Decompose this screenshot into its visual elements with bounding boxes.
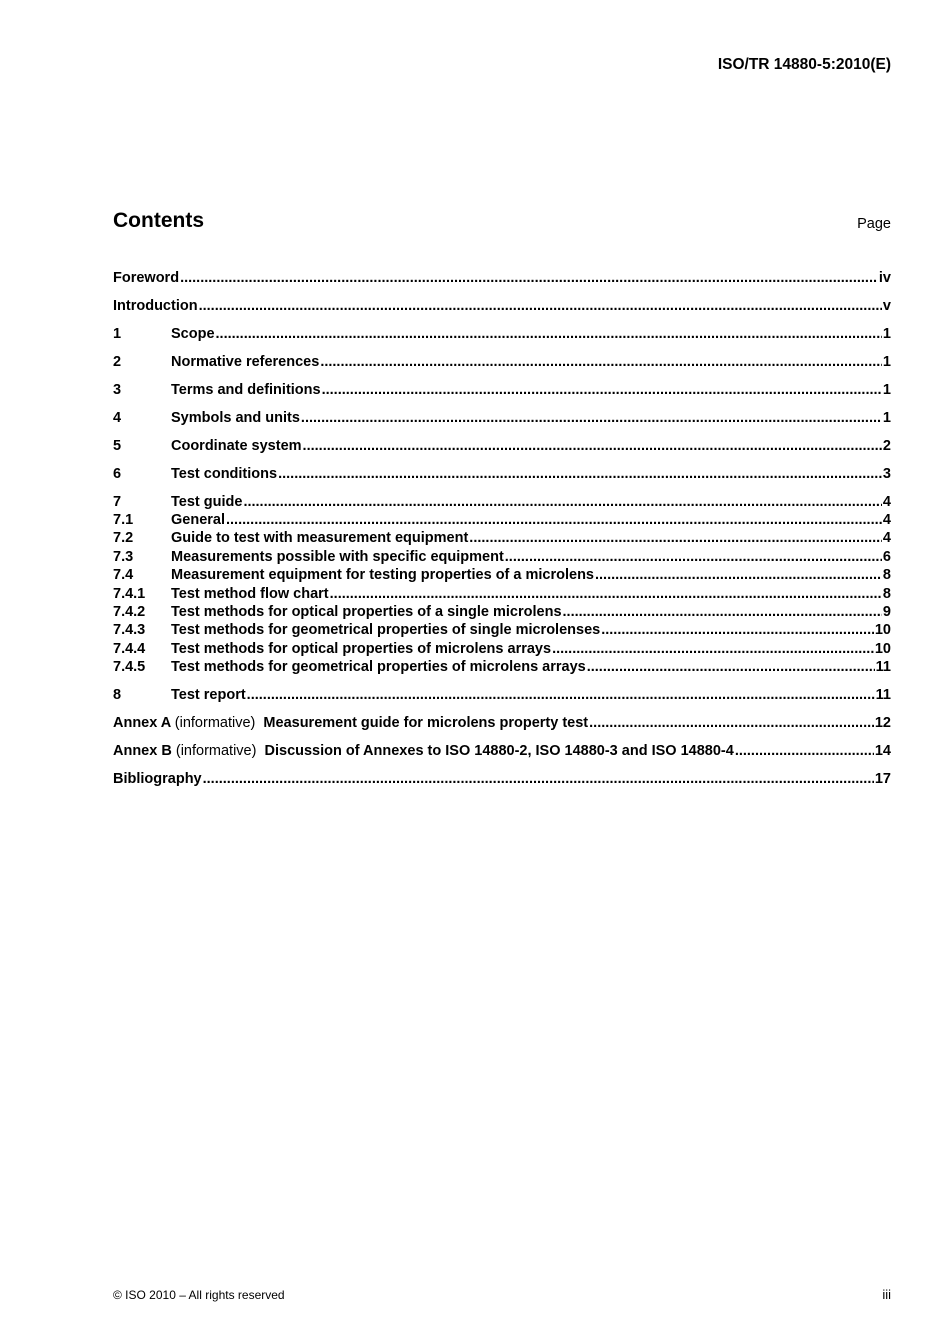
toc-entry-page: 1 bbox=[882, 326, 891, 342]
toc-leader-dots bbox=[180, 270, 878, 286]
toc-entry-title: Bibliography bbox=[113, 771, 202, 787]
annex-informative: (informative) bbox=[175, 743, 257, 759]
toc-entry-page: v bbox=[882, 298, 891, 314]
toc-entry[interactable] bbox=[113, 641, 891, 659]
toc-entry-number: 6 bbox=[113, 466, 122, 482]
footer-copyright: © ISO 2010 – All rights reserved bbox=[113, 1288, 285, 1302]
toc-leader-dots bbox=[278, 466, 882, 482]
toc-entry[interactable] bbox=[113, 715, 891, 733]
toc-entry-title: Coordinate system bbox=[171, 438, 302, 454]
annex-title: Discussion of Annexes to ISO 14880-2, ISO 14880-3 and ISO 14880-4 bbox=[264, 743, 734, 759]
toc-entry-title: General bbox=[171, 512, 225, 528]
toc-entry-number: 7 bbox=[113, 494, 122, 510]
toc-leader-dots bbox=[735, 743, 874, 759]
toc-entry[interactable] bbox=[113, 410, 891, 428]
toc-leader-dots bbox=[563, 604, 882, 620]
toc-entry-title: Measurements possible with specific equipment bbox=[171, 549, 504, 565]
footer-page-number: iii bbox=[882, 1287, 891, 1302]
toc-entry-number: 2 bbox=[113, 354, 122, 370]
toc-entry-page: 4 bbox=[882, 494, 891, 510]
toc-entry-number: 7.4.2 bbox=[113, 604, 146, 620]
contents-heading: Contents bbox=[113, 209, 204, 232]
toc-entry-page: 8 bbox=[882, 567, 891, 583]
toc-entry[interactable] bbox=[113, 326, 891, 344]
toc-entry[interactable] bbox=[113, 298, 891, 316]
toc-leader-dots bbox=[469, 530, 882, 546]
toc-leader-dots bbox=[601, 622, 874, 638]
toc-entry-page: 6 bbox=[882, 549, 891, 565]
toc-entry-title: Measurement equipment for testing properties of a microlens bbox=[171, 567, 594, 583]
toc-leader-dots bbox=[595, 567, 882, 583]
annex-label: Annex B bbox=[113, 743, 172, 759]
toc-entry[interactable] bbox=[113, 466, 891, 484]
toc-entry[interactable] bbox=[113, 567, 891, 585]
toc-entry-title: Test methods for geometrical properties of single microlenses bbox=[171, 622, 601, 638]
toc-entry-number: 7.2 bbox=[113, 530, 134, 546]
toc-entry[interactable] bbox=[113, 438, 891, 456]
annex-informative: (informative) bbox=[174, 715, 256, 731]
toc-entry[interactable] bbox=[113, 270, 891, 288]
toc-leader-dots bbox=[330, 586, 882, 602]
toc-entry[interactable] bbox=[113, 743, 891, 761]
toc-entry-page: 4 bbox=[882, 530, 891, 546]
toc-entry-page: 11 bbox=[875, 687, 891, 703]
toc-leader-dots bbox=[322, 382, 882, 398]
toc-entry-page: 1 bbox=[882, 382, 891, 398]
toc-entry[interactable] bbox=[113, 530, 891, 548]
toc-leader-dots bbox=[243, 494, 881, 510]
toc-entry-title: Foreword bbox=[113, 270, 180, 286]
toc-entry-page: 2 bbox=[882, 438, 891, 454]
toc-entry-title: Test methods for optical properties of microlens arrays bbox=[171, 641, 552, 657]
toc-entry-title: Introduction bbox=[113, 298, 198, 314]
toc-entry-title: Symbols and units bbox=[171, 410, 300, 426]
toc-entry-page: 1 bbox=[882, 410, 891, 426]
toc-entry[interactable] bbox=[113, 512, 891, 530]
toc-leader-dots bbox=[552, 641, 874, 657]
toc-entry[interactable] bbox=[113, 354, 891, 372]
toc-entry-number: 7.4.1 bbox=[113, 586, 146, 602]
toc-entry[interactable] bbox=[113, 586, 891, 604]
toc-entry[interactable] bbox=[113, 382, 891, 400]
toc-entry-number: 7.4 bbox=[113, 567, 134, 583]
toc-entry-page: 11 bbox=[875, 659, 891, 675]
toc-leader-dots bbox=[216, 326, 882, 342]
toc-entry-title: Terms and definitions bbox=[171, 382, 321, 398]
toc-leader-dots bbox=[587, 659, 875, 675]
toc-entry[interactable] bbox=[113, 659, 891, 677]
toc-entry-page: 10 bbox=[874, 641, 891, 657]
toc-leader-dots bbox=[505, 549, 882, 565]
toc-entry-number: 7.1 bbox=[113, 512, 134, 528]
toc-entry-page: 14 bbox=[874, 743, 891, 759]
toc-entry[interactable] bbox=[113, 771, 891, 789]
toc-leader-dots bbox=[589, 715, 874, 731]
toc-entry-page: iv bbox=[878, 270, 891, 286]
toc-entry-title: Scope bbox=[171, 326, 215, 342]
toc-entry[interactable] bbox=[113, 622, 891, 640]
toc-entry-title: Test guide bbox=[171, 494, 243, 510]
toc-entry[interactable] bbox=[113, 687, 891, 705]
page-column-label: Page bbox=[857, 216, 891, 232]
toc-leader-dots bbox=[320, 354, 882, 370]
toc-entry-title: Test report bbox=[171, 687, 246, 703]
toc-leader-dots bbox=[203, 771, 874, 787]
toc-entry-title bbox=[113, 715, 588, 731]
toc-entry-number: 7.4.4 bbox=[113, 641, 146, 657]
toc-entry[interactable] bbox=[113, 604, 891, 622]
toc-entry-page: 8 bbox=[882, 586, 891, 602]
toc-entry-title: Test methods for optical properties of a single microlens bbox=[171, 604, 562, 620]
toc-entry-page: 17 bbox=[874, 771, 891, 787]
annex-label: Annex A bbox=[113, 715, 171, 731]
toc-entry-page: 3 bbox=[882, 466, 891, 482]
toc-leader-dots bbox=[226, 512, 882, 528]
toc-entry-title bbox=[113, 743, 734, 759]
toc-entry[interactable] bbox=[113, 494, 891, 512]
toc-leader-dots bbox=[247, 687, 875, 703]
toc-entry-title: Test methods for geometrical properties of microlens arrays bbox=[171, 659, 586, 675]
toc-leader-dots bbox=[301, 410, 882, 426]
toc-entry-number: 7.3 bbox=[113, 549, 134, 565]
toc-entry-page: 10 bbox=[874, 622, 891, 638]
annex-title: Measurement guide for microlens property test bbox=[263, 715, 589, 731]
document-id: ISO/TR 14880-5:2010(E) bbox=[717, 56, 891, 73]
toc-entry-page: 9 bbox=[882, 604, 891, 620]
toc-entry-number: 7.4.5 bbox=[113, 659, 146, 675]
toc-entry-number: 7.4.3 bbox=[113, 622, 146, 638]
toc-entry[interactable] bbox=[113, 549, 891, 567]
toc-entry-number: 8 bbox=[113, 687, 122, 703]
toc-entry-title: Test method flow chart bbox=[171, 586, 329, 602]
toc-entry-title: Test conditions bbox=[171, 466, 278, 482]
toc-leader-dots bbox=[199, 298, 882, 314]
toc-entry-title: Normative references bbox=[171, 354, 320, 370]
toc-entry-number: 5 bbox=[113, 438, 122, 454]
toc-leader-dots bbox=[303, 438, 882, 454]
toc-entry-number: 3 bbox=[113, 382, 122, 398]
toc-entry-page: 12 bbox=[874, 715, 891, 731]
toc-entry-title: Guide to test with measurement equipment bbox=[171, 530, 469, 546]
toc-entry-page: 1 bbox=[882, 354, 891, 370]
toc-entry-number: 1 bbox=[113, 326, 122, 342]
toc-entry-page: 4 bbox=[882, 512, 891, 528]
toc-entry-number: 4 bbox=[113, 410, 122, 426]
